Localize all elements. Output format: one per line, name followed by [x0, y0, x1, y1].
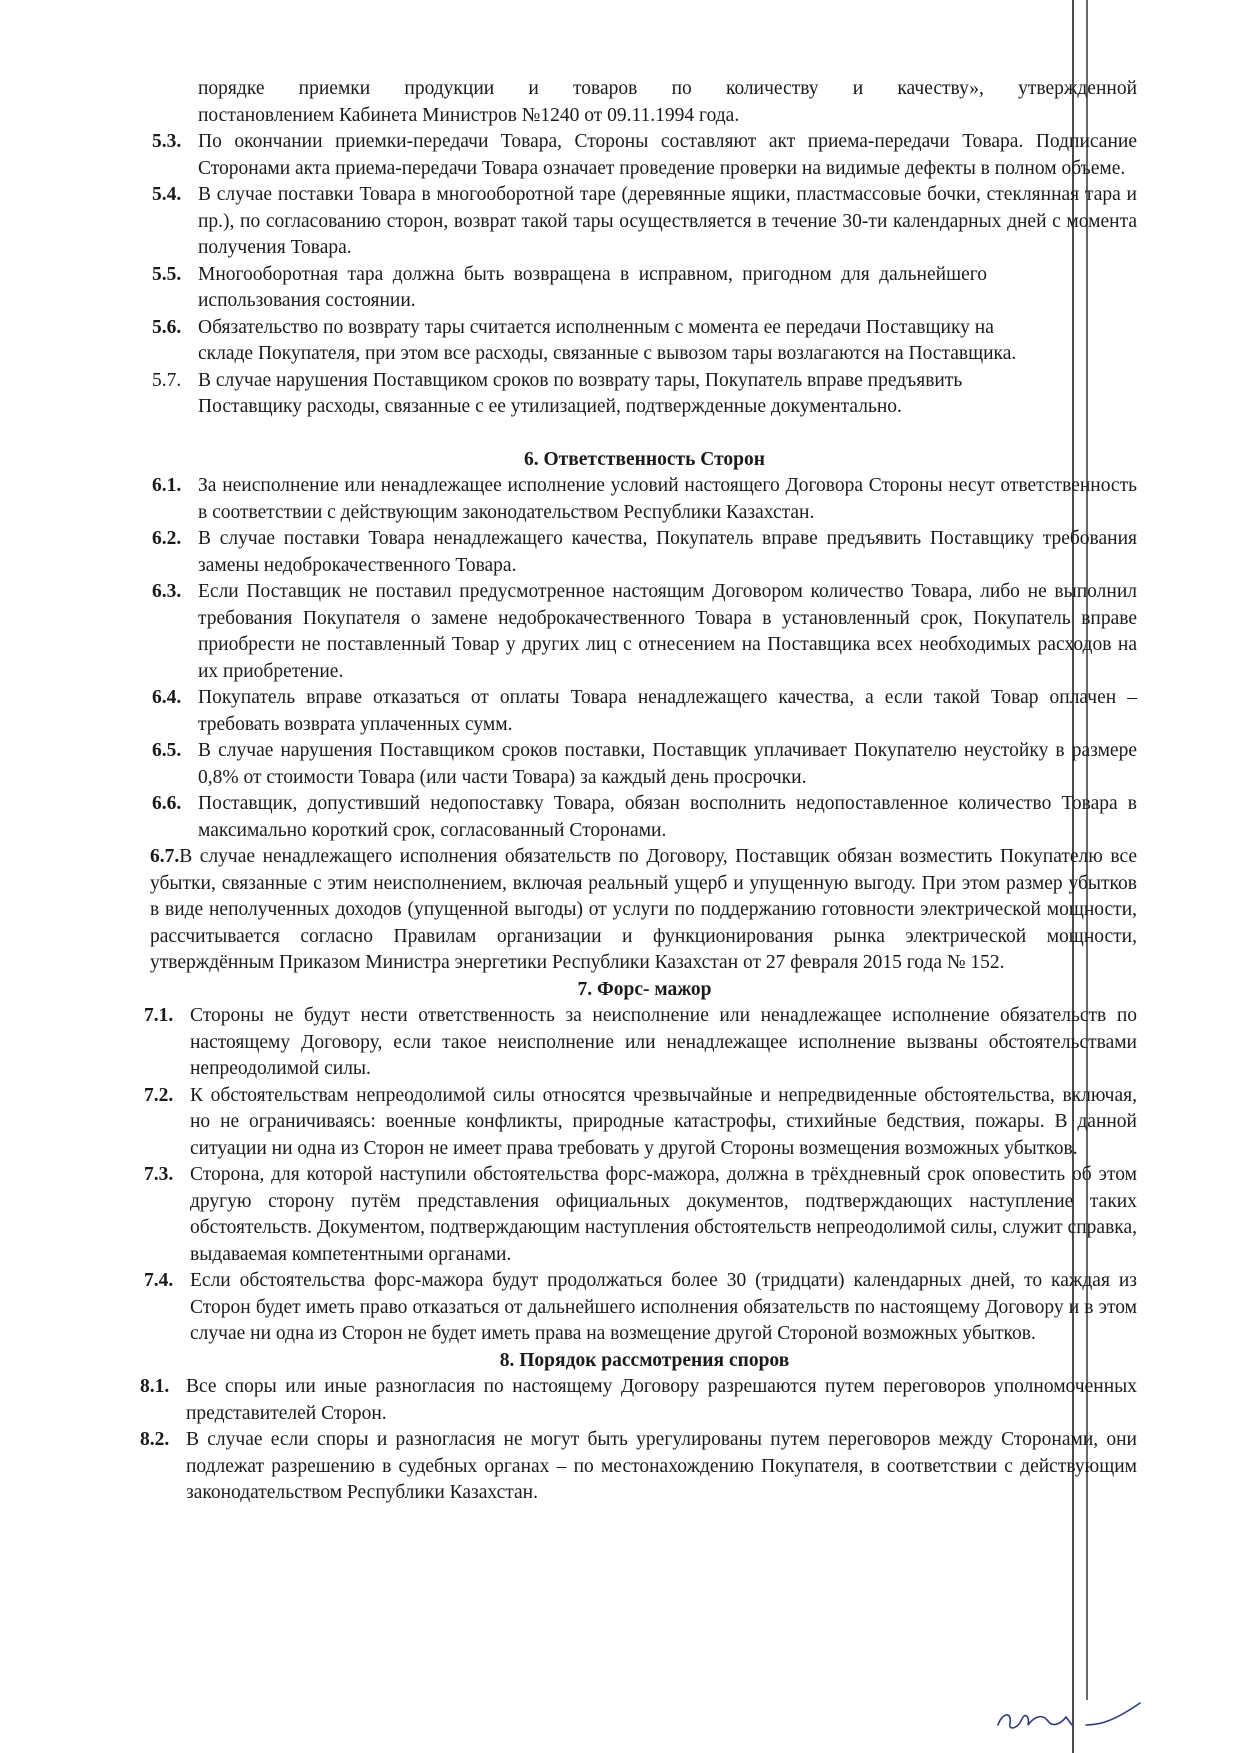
section-7-title: 7. Форс- мажор	[577, 978, 712, 1000]
clause-7-1	[144, 1003, 1137, 1083]
clause-8-2	[140, 1427, 1137, 1507]
clause-6-2	[152, 526, 1137, 579]
clause-number: 5.5.	[152, 263, 182, 285]
clause-6-7	[150, 844, 1137, 977]
clause-number: 6.7.	[150, 846, 180, 867]
clause-number: 6.4.	[152, 687, 182, 708]
clause-number: 5.7.	[152, 369, 182, 391]
clause-text: В случае ненадлежащего исполнения обязательств по Договору, Поставщик обязан возместить Покупателю все убытки, связанные с этим неисполнением, включая реальный ущерб и упущенную выгоду. При этом размер убытков в виде неполученных доходов (упущенной выгоды) от услуги по поддержанию готовности электрической мощности, рассчитывается согласно Правилам организации и функционирования рынка электрической мощности, утверждённым Приказом Министра энергетики Республики Казахстан от 27 февраля 2015 года № 152.	[150, 846, 1137, 973]
clause-text: За неисполнение или ненадлежащее исполнение условий настоящего Договора Стороны несут ответственность в соответствии с действующим законодательством Республики Казахстан.	[198, 475, 1137, 523]
clause-text: В случае нарушения Поставщиком сроков поставки, Поставщик уплачивает Покупателю неустойку в размере 0,8% от стоимости Товара (или части Товара) за каждый день просрочки.	[198, 740, 1137, 788]
clause-5-4	[152, 182, 1137, 262]
clause-text: Если Поставщик не поставил предусмотренное настоящим Договором количество Товара, либо не выполнил требования Покупателя о замене недоброкачественного Товара в установленный срок, Покупатель вправе приобрести не поставленный Товар у других лиц с отнесением на Поставщика всех необходимых расходов на их приобретение.	[198, 581, 1137, 682]
clause-6-3	[152, 579, 1137, 685]
clause-6-1	[152, 473, 1137, 526]
clause-text: Поставщик, допустивший недопоставку Товара, обязан восполнить недопоставленное количество Товара в максимально короткий срок, согласованный Сторонами.	[198, 793, 1137, 841]
clause-text: В случае если споры и разногласия не могут быть урегулированы путем переговоров между Сторонами, они подлежат разрешению в судебных органах – по местонахождению Покупателя, в соответствии с действующим законодательством Республики Казахстан.	[186, 1429, 1137, 1503]
clause-number: 6.3.	[152, 581, 182, 602]
clause-5-3	[152, 129, 1137, 182]
clause-text: Покупатель вправе отказаться от оплаты Товара ненадлежащего качества, а если такой Товар оплачен – требовать возврата уплаченных сумм.	[198, 687, 1137, 735]
clause-5-7	[152, 368, 1137, 421]
clause-text: В случае поставки Товара ненадлежащего качества, Покупатель вправе предъявить Поставщику требования замены недоброкачественного Товара.	[198, 528, 1137, 576]
clause-6-5	[152, 738, 1137, 791]
clause-number: 6.5.	[152, 740, 182, 761]
clause-text: В случае поставки Товара в многооборотной таре (деревянные ящики, пластмассовые бочки, стеклянная тара и пр.), по согласованию сторон, возврат такой тары осуществляется в течение 30-ти календарных дней с момента получения Товара.	[198, 184, 1137, 258]
clause-text: Стороны не будут нести ответственность за неисполнение или ненадлежащее исполнение обязательств по настоящему Договору, если такое неисполнение или ненадлежащее исполнение вызваны обстоятельствами непреодолимой силы.	[190, 1005, 1137, 1079]
document-body	[140, 76, 1137, 1507]
clause-5-6	[152, 315, 1137, 368]
clause-number: 7.2.	[144, 1084, 174, 1106]
section-8-title: 8. Порядок рассмотрения споров	[499, 1349, 790, 1371]
clause-number: 7.1.	[144, 1005, 174, 1026]
intro-line-2: постановлением Кабинета Министров №1240 от 09.11.1994 года.	[198, 104, 740, 126]
clause-number: 5.6.	[152, 316, 182, 338]
clause-number: 5.4.	[152, 184, 182, 205]
clause-7-2	[144, 1083, 1137, 1163]
clause-text: По окончании приемки-передачи Товара, Стороны составляют акт приема-передачи Товара. Подписание Сторонами акта приема-передачи Товара означает проведение проверки на видимые дефекты в полном объеме.	[198, 131, 1137, 179]
clause-number: 8.2.	[140, 1429, 170, 1450]
clause-7-4	[144, 1268, 1137, 1348]
clause-number: 7.3.	[144, 1164, 174, 1185]
intro-line-1: порядке приемки продукции и товаров по количеству и качеству», утвержденной	[198, 78, 1137, 99]
clause-number: 7.4.	[144, 1270, 174, 1291]
clause-text: В случае нарушения Поставщиком сроков по возврату тары, Покупатель вправе предъявить Поставщику расходы, связанные с ее утилизацией, подтвержденные документально.	[198, 369, 963, 417]
section-6-title: 6. Ответственность Сторон	[523, 448, 766, 470]
clause-number: 6.2.	[152, 528, 182, 549]
clause-text: Многооборотная тара должна быть возвращена в исправном, пригодном для дальнейшего использования состоянии.	[198, 263, 987, 311]
clause-text: К обстоятельствам непреодолимой силы относятся чрезвычайные и непредвиденные обстоятельства, включая, но не ограничиваясь: военные конфликты, природные катастрофы, стихийные бедствия, пожары. В данной ситуации ни одна из Сторон не имеет права требовать у другой Стороны возмещения возможных убытков.	[190, 1084, 1137, 1159]
clause-number: 6.6.	[152, 793, 182, 814]
clause-number: 8.1.	[140, 1376, 170, 1397]
clause-number: 6.1.	[152, 475, 182, 496]
clause-number: 5.3.	[152, 131, 182, 152]
clause-6-6	[152, 791, 1137, 844]
clause-text: Обязательство по возврату тары считается исполненным с момента ее передачи Поставщику на складе Покупателя, при этом все расходы, связанные с вывозом тары возлагаются на Поставщика.	[198, 316, 1017, 364]
clause-7-3	[144, 1162, 1137, 1268]
clause-text: Все споры или иные разногласия по настоящему Договору разрешаются путем переговоров уполномоченных представителей Сторон.	[186, 1376, 1137, 1424]
clause-6-4	[152, 685, 1137, 738]
clause-8-1	[140, 1374, 1137, 1427]
clause-text: Сторона, для которой наступили обстоятельства форс-мажора, должна в трёхдневный срок оповестить об этом другую сторону путём представления официальных документов, подтверждающих наступление таких обстоятельств. Документом, подтверждающим наступления обстоятельств непреодолимой силы, служит справка, выдаваемая компетентными органами.	[190, 1164, 1137, 1265]
clause-5-5	[152, 262, 1137, 315]
clause-text: Если обстоятельства форс-мажора будут продолжаться более 30 (тридцати) календарных дней, то каждая из Сторон будет иметь право отказаться от дальнейшего исполнения обязательств по настоящему Договору и в этом случае ни одна из Сторон не будет иметь права на возмещение другой Стороной возможных убытков.	[190, 1270, 1137, 1344]
signature-scribble	[990, 1695, 1150, 1739]
